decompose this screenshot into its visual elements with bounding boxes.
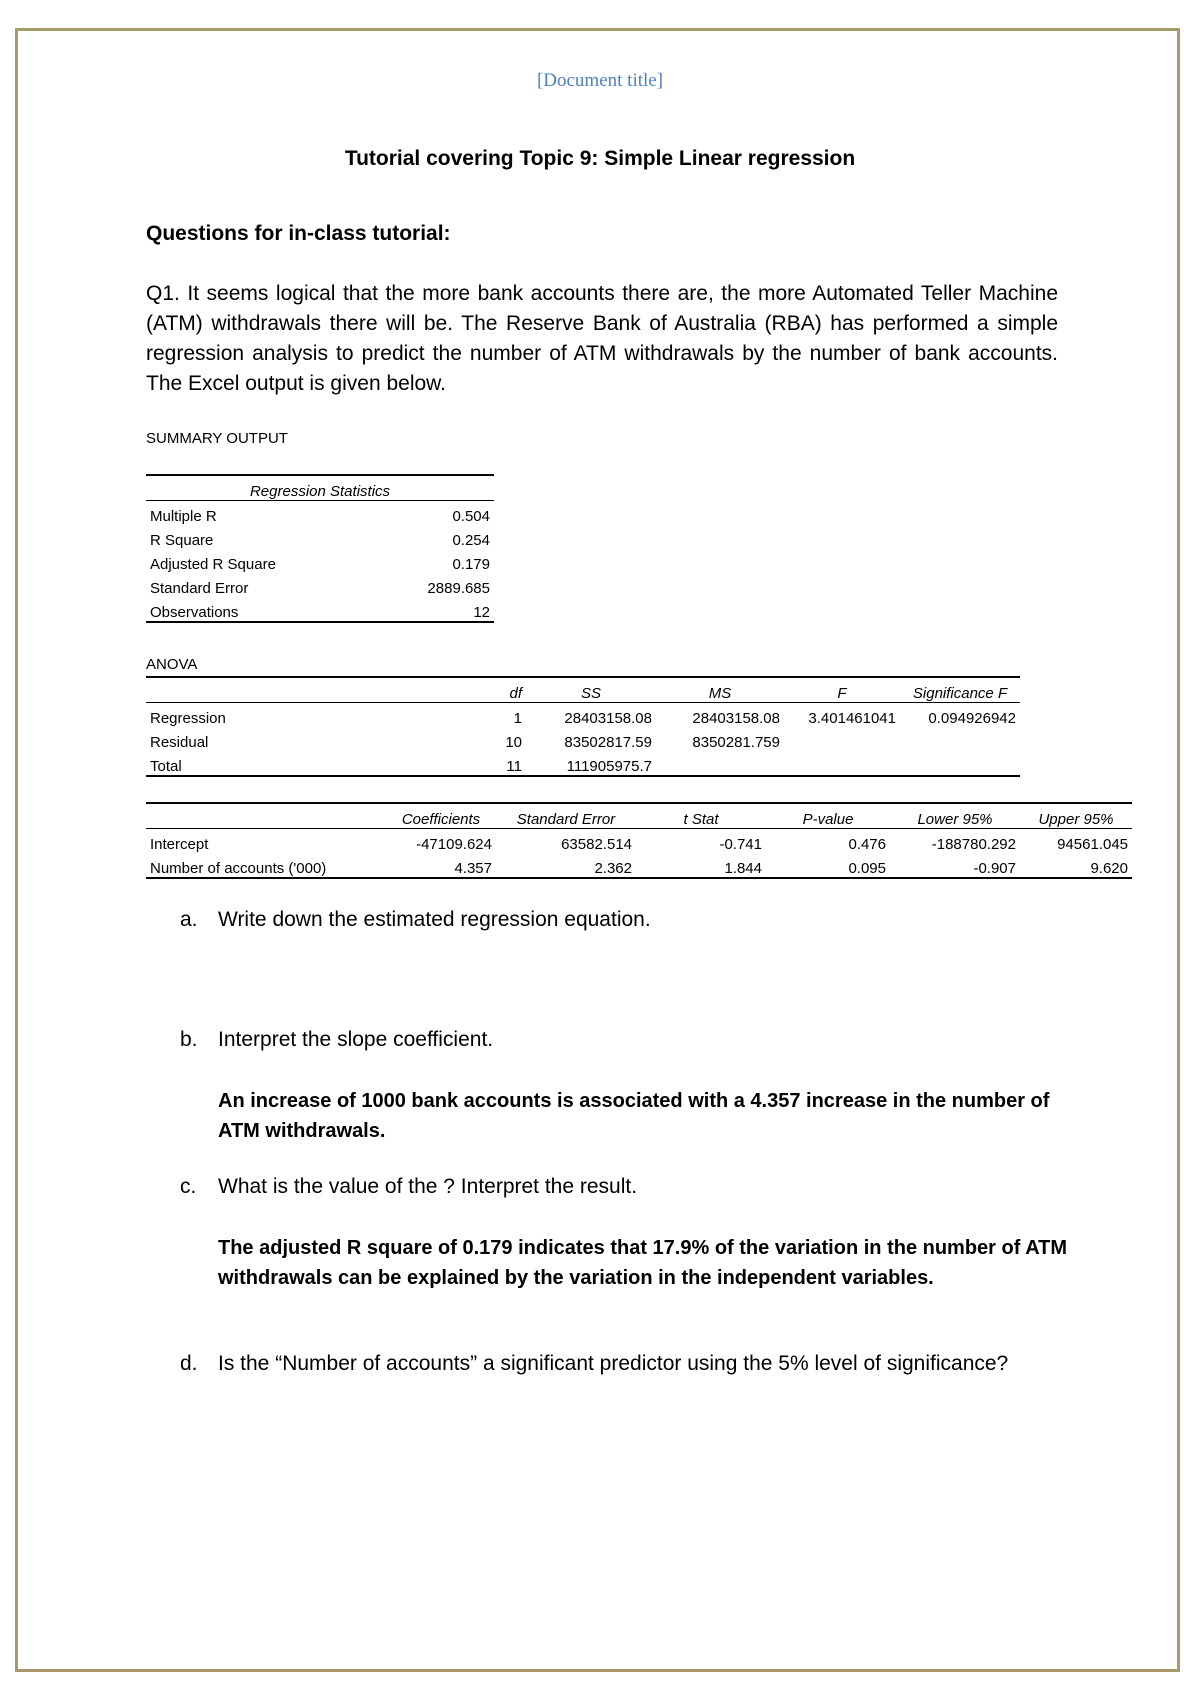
question-letter: c. — [180, 1175, 197, 1198]
standard-error-cell: 63582.514 — [561, 836, 632, 853]
answer-c: The adjusted R square of 0.179 indicates that 17.9% of the variation in the number of ATM withdrawals can be explained by the variation in the independent variables. — [218, 1237, 1068, 1289]
coefficient-cell: -47109.624 — [416, 836, 492, 853]
stat-value: 12 — [374, 597, 494, 622]
row-label: Total — [146, 751, 466, 776]
table-row — [146, 501, 494, 526]
question-text: What is the value of the ? Interpret the result. — [218, 1175, 638, 1198]
standard-error-cell: 2.362 — [496, 853, 636, 878]
ss-cell: 28403158.08 — [564, 710, 652, 727]
stat-label: Observations — [146, 597, 374, 622]
table-row — [146, 829, 1132, 854]
table-header-row — [146, 803, 1132, 829]
ms-cell — [656, 751, 784, 776]
row-label: Intercept — [150, 836, 209, 853]
summary-output-label: SUMMARY OUTPUT — [146, 430, 288, 447]
header-cell: Lower 95% — [890, 803, 1020, 829]
question-text: Is the “Number of accounts” a significant predictor using the 5% level of significance? — [218, 1352, 1009, 1375]
ms-cell: 8350281.759 — [692, 734, 780, 751]
stat-label: Standard Error — [150, 580, 249, 597]
t-stat-cell: -0.741 — [719, 836, 762, 853]
header-cell: F — [784, 677, 900, 703]
regression-statistics-table — [146, 474, 494, 623]
questions-subheading: Questions for in-class tutorial: — [146, 222, 451, 245]
stat-label: Adjusted R Square — [150, 556, 276, 573]
table-row — [146, 597, 494, 622]
header-cell: Significance F — [900, 677, 1020, 703]
coefficient-cell: 4.357 — [386, 853, 496, 878]
row-label: Number of accounts ('000) — [146, 853, 386, 878]
table-row — [146, 573, 494, 597]
sig-f-cell — [900, 727, 1020, 751]
f-cell: 3.401461041 — [808, 710, 896, 727]
upper-95-cell: 9.620 — [1020, 853, 1132, 878]
anova-label: ANOVA — [146, 656, 198, 673]
question-letter: d. — [180, 1352, 198, 1375]
ss-cell: 83502817.59 — [564, 734, 652, 751]
stat-value: 2889.685 — [427, 580, 490, 597]
t-stat-cell: 1.844 — [636, 853, 766, 878]
stat-label: Multiple R — [150, 508, 217, 525]
question-text: Interpret the slope coefficient. — [218, 1028, 494, 1051]
header-cell: SS — [526, 677, 656, 703]
table-row — [146, 727, 1020, 751]
f-cell — [784, 727, 900, 751]
header-cell-empty — [146, 677, 466, 703]
ms-cell: 28403158.08 — [692, 710, 780, 727]
header-cell: Coefficients — [386, 803, 496, 829]
stat-value: 0.179 — [452, 556, 490, 573]
lower-95-cell: -0.907 — [890, 853, 1020, 878]
df-cell: 1 — [513, 710, 522, 727]
question-text: Write down the estimated regression equation. — [218, 908, 651, 931]
table-row — [146, 703, 1020, 728]
table-row — [146, 751, 1020, 776]
header-cell: t Stat — [636, 803, 766, 829]
header-cell: Upper 95% — [1020, 803, 1132, 829]
stat-value: 0.254 — [452, 532, 490, 549]
p-value-cell: 0.095 — [766, 853, 890, 878]
lower-95-cell: -188780.292 — [931, 836, 1016, 853]
table-row — [146, 549, 494, 573]
header-cell: Standard Error — [496, 803, 636, 829]
document-title[interactable]: [Document title] — [536, 70, 664, 91]
ss-cell: 111905975.7 — [526, 751, 656, 776]
stat-value: 0.504 — [452, 508, 490, 525]
anova-table — [146, 676, 1020, 777]
header-cell: MS — [656, 677, 784, 703]
row-label: Regression — [150, 710, 226, 727]
table-row — [146, 525, 494, 549]
q1-paragraph: Q1. It seems logical that the more bank accounts there are, the more Automated Teller Machine (ATM) withdrawals there will be. The Reserve Bank of Australia (RBA) has performed a simple regression analysis to predict the number of ATM withdrawals by the number of bank accounts. The Excel output is given below. — [146, 282, 1058, 395]
header-cell: P-value — [766, 803, 890, 829]
p-value-cell: 0.476 — [848, 836, 886, 853]
question-letter: b. — [180, 1028, 198, 1051]
stat-label: R Square — [150, 532, 214, 549]
regression-statistics-header: Regression Statistics — [146, 475, 494, 501]
coefficients-table — [146, 802, 1132, 879]
df-cell: 11 — [466, 751, 526, 776]
f-cell — [784, 751, 900, 776]
table-header-row — [146, 677, 1020, 703]
header-cell: df — [466, 677, 526, 703]
table-header-row — [146, 475, 494, 501]
upper-95-cell: 94561.045 — [1057, 836, 1128, 853]
answer-b: An increase of 1000 bank accounts is associated with a 4.357 increase in the number of ATM withdrawals. — [218, 1090, 1050, 1142]
sig-f-cell — [900, 751, 1020, 776]
tutorial-heading: Tutorial covering Topic 9: Simple Linear regression — [344, 147, 856, 170]
row-label: Residual — [150, 734, 209, 751]
table-row — [146, 853, 1132, 878]
sig-f-cell: 0.094926942 — [928, 710, 1016, 727]
header-cell-empty — [146, 803, 386, 829]
df-cell: 10 — [505, 734, 522, 751]
question-letter: a. — [180, 908, 198, 931]
